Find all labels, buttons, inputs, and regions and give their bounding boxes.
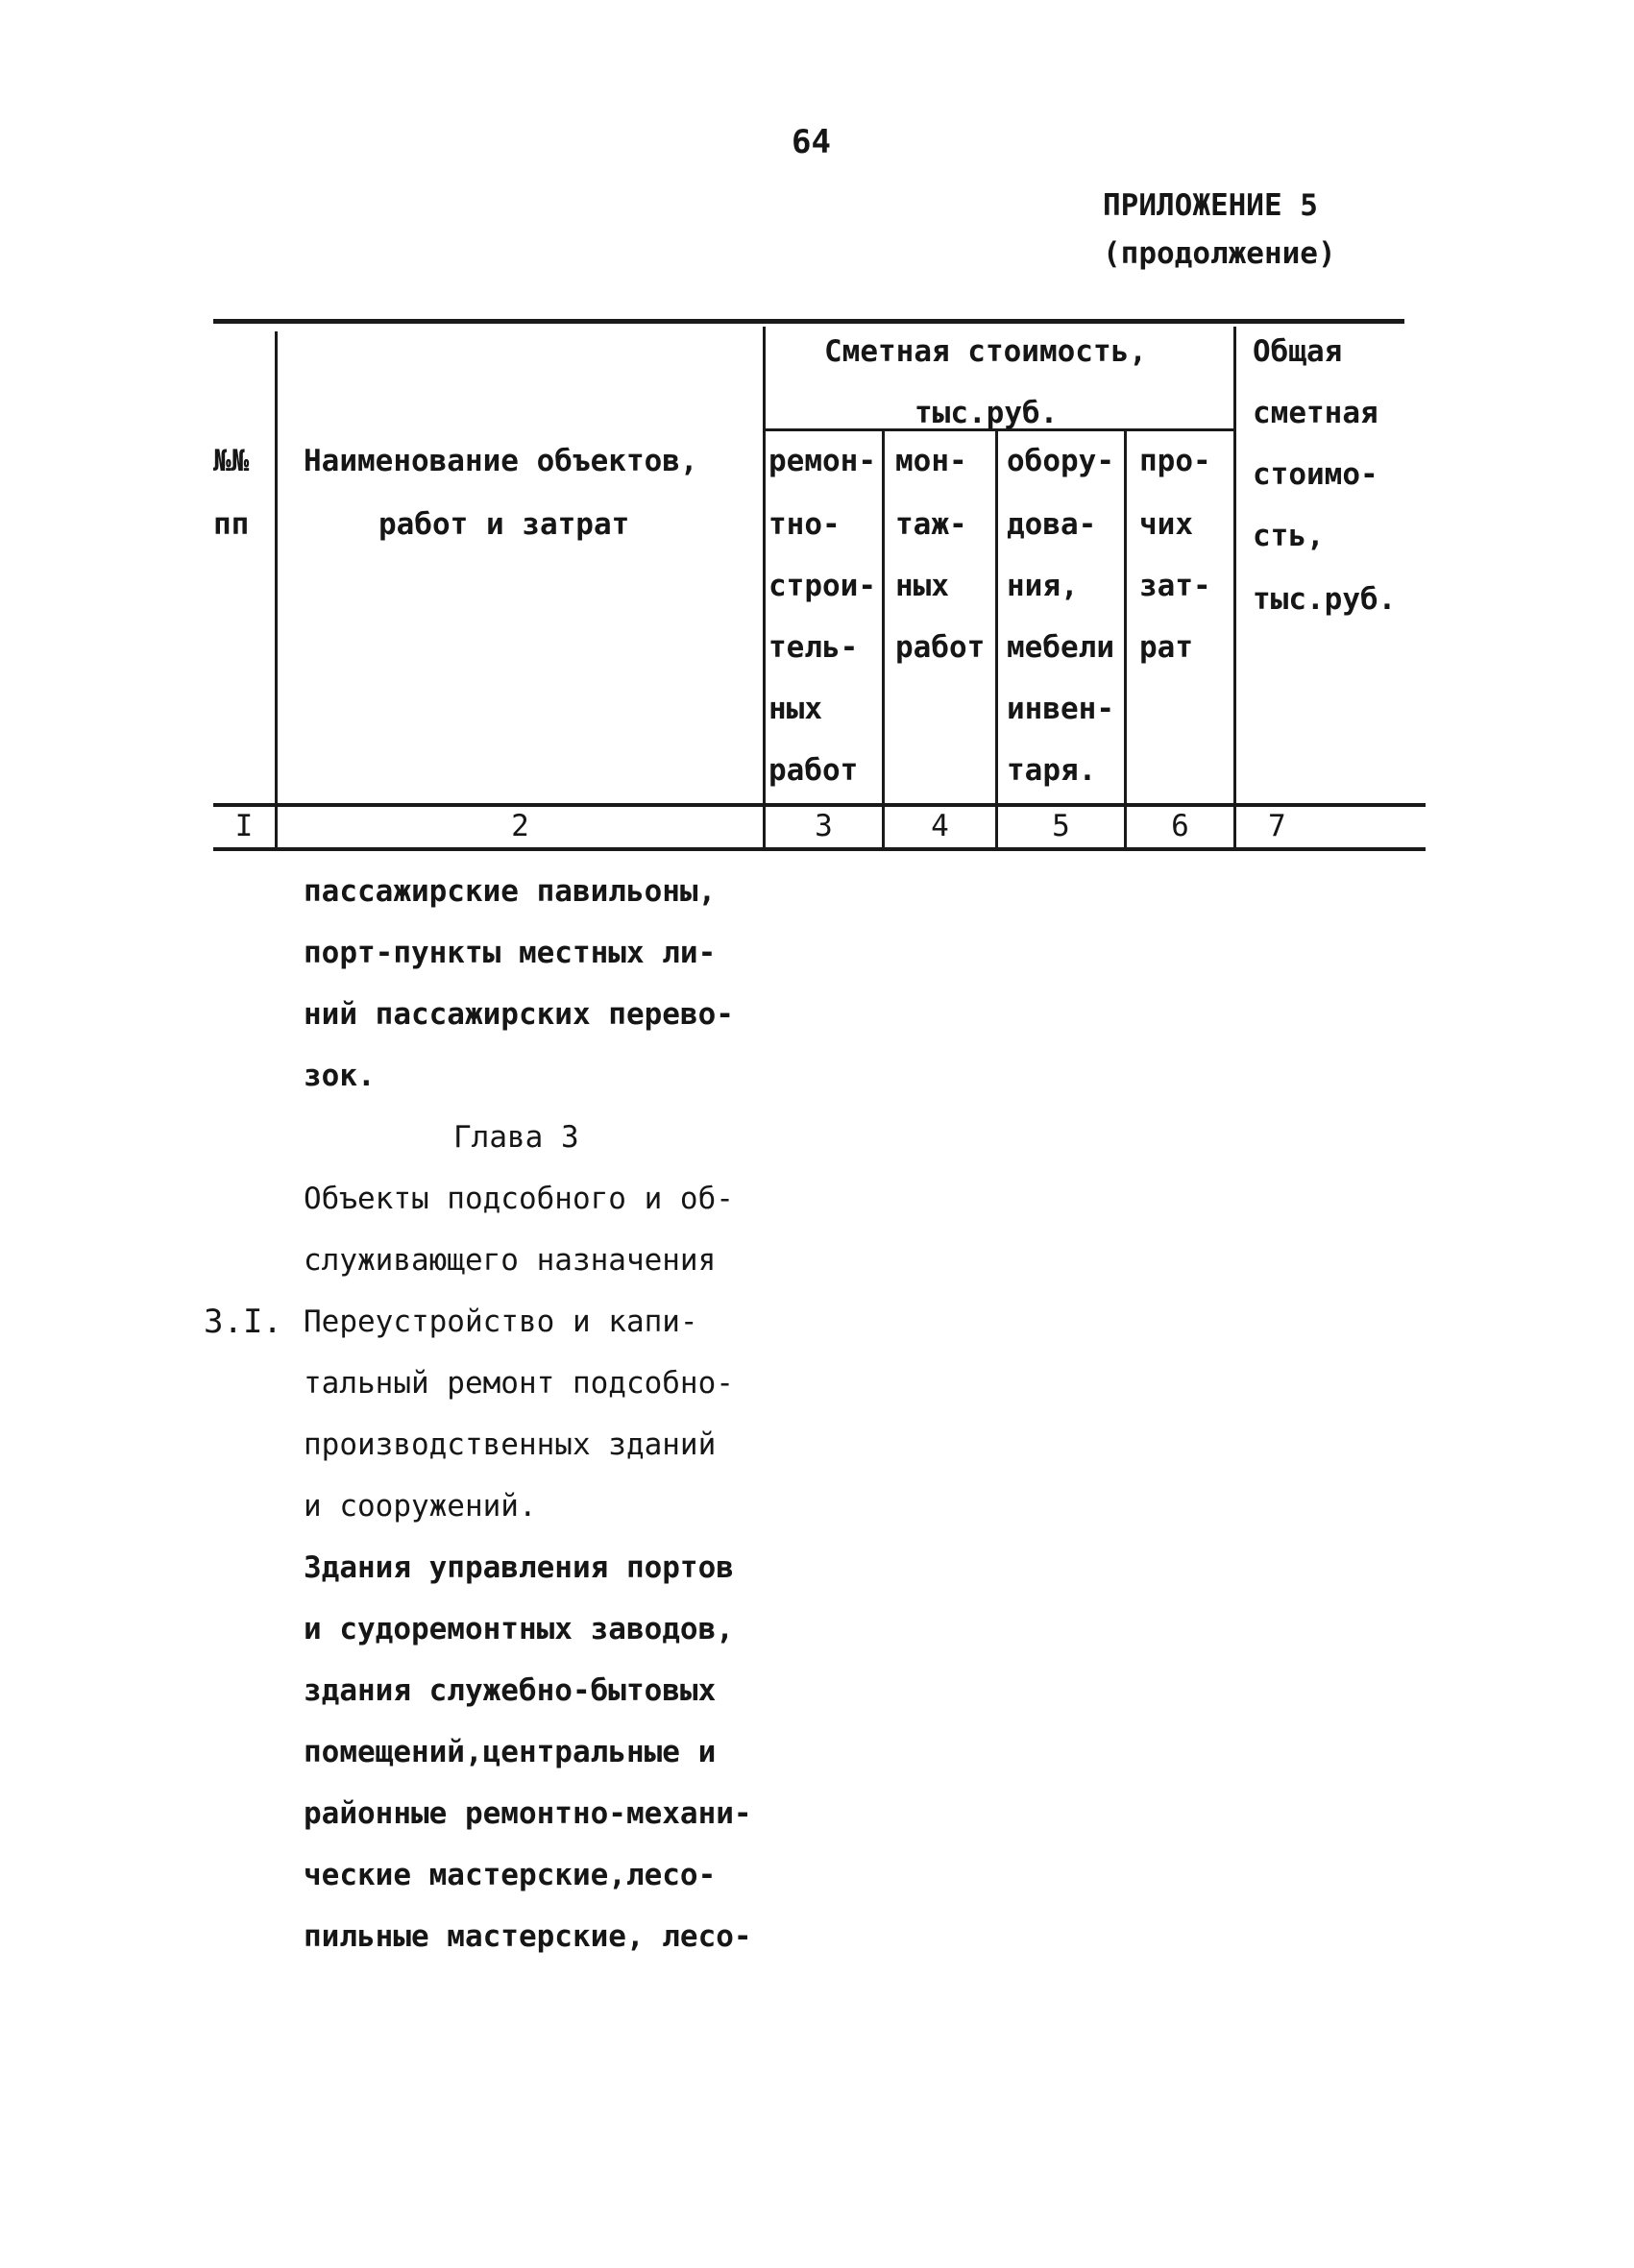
header-name-line2: работ и затрат bbox=[378, 507, 630, 542]
header-col7-line: стоимо- bbox=[1253, 457, 1378, 492]
detail-line: ческие мастерские,лесо- bbox=[304, 1858, 717, 1892]
header-bottom-rule bbox=[213, 803, 1426, 807]
header-col3-line: тно- bbox=[768, 507, 841, 542]
detail-line: здания служебно-бытовых bbox=[304, 1673, 717, 1708]
chapter-heading: Глава 3 bbox=[453, 1120, 579, 1155]
header-col3-line: работ bbox=[768, 753, 859, 788]
header-col3-line: тель- bbox=[768, 630, 859, 665]
header-name-line1: Наименование объектов, bbox=[304, 444, 698, 478]
header-col6-line: рат bbox=[1139, 630, 1193, 665]
col-divider-1 bbox=[275, 331, 278, 848]
header-col5-line: мебели bbox=[1007, 630, 1114, 665]
item-line: Переустройство и капи- bbox=[304, 1305, 698, 1339]
item-line: и сооружений. bbox=[304, 1489, 537, 1524]
detail-line: и судоремонтных заводов, bbox=[304, 1612, 734, 1646]
column-number: 6 bbox=[1171, 809, 1189, 843]
header-col5-line: дова- bbox=[1007, 507, 1097, 542]
chapter-title-line: служивающего назначения bbox=[304, 1243, 717, 1278]
detail-line: помещений,центральные и bbox=[304, 1735, 717, 1769]
header-col3-line: ремон- bbox=[768, 444, 876, 478]
header-col5-line: ния, bbox=[1007, 569, 1079, 603]
header-col5-line: инвен- bbox=[1007, 692, 1114, 726]
col-divider-4 bbox=[995, 431, 998, 848]
body-line: зок. bbox=[304, 1059, 376, 1093]
header-col4-line: работ bbox=[895, 630, 986, 665]
chapter-title-line: Объекты подсобного и об- bbox=[304, 1182, 734, 1216]
header-col3-line: ных bbox=[768, 692, 822, 726]
header-col6-line: про- bbox=[1139, 444, 1211, 478]
col-divider-3 bbox=[882, 431, 885, 848]
header-col4-line: ных bbox=[895, 569, 949, 603]
group-header-line2: тыс.руб. bbox=[915, 396, 1059, 430]
column-number: 4 bbox=[931, 809, 949, 843]
header-col5-line: таря. bbox=[1007, 753, 1097, 788]
appendix-subtitle: (продолжение) bbox=[1103, 236, 1336, 271]
item-line: производственных зданий bbox=[304, 1427, 717, 1462]
group-header-line1: Сметная стоимость, bbox=[824, 334, 1147, 369]
column-number: 3 bbox=[815, 809, 833, 843]
header-col4-line: мон- bbox=[895, 444, 967, 478]
header-col6-line: зат- bbox=[1139, 569, 1211, 603]
col-divider-6 bbox=[1233, 327, 1236, 848]
item-number: 3.I. bbox=[204, 1303, 282, 1341]
header-col5-line: обору- bbox=[1007, 444, 1114, 478]
header-col7-line: сметная bbox=[1253, 396, 1378, 430]
column-number: 7 bbox=[1268, 809, 1286, 843]
item-line: тальный ремонт подсобно- bbox=[304, 1366, 734, 1401]
column-number: I bbox=[234, 809, 254, 843]
appendix-title: ПРИЛОЖЕНИЕ 5 bbox=[1103, 188, 1318, 223]
body-line: ний пассажирских перево- bbox=[304, 997, 734, 1032]
header-col7-line: Общая bbox=[1253, 334, 1343, 369]
header-col7-line: тыс.руб. bbox=[1253, 582, 1397, 617]
header-col3-line: строи- bbox=[768, 569, 876, 603]
detail-line: пильные мастерские, лесо- bbox=[304, 1919, 752, 1954]
header-col6-line: чих bbox=[1139, 507, 1193, 542]
header-num-line1: №№ bbox=[213, 444, 250, 478]
column-number: 2 bbox=[511, 809, 529, 843]
col-divider-2 bbox=[763, 327, 766, 848]
table-top-rule bbox=[213, 319, 1404, 324]
detail-line: районные ремонтно-механи- bbox=[304, 1796, 752, 1831]
numbers-bottom-rule bbox=[213, 847, 1426, 851]
header-col4-line: таж- bbox=[895, 507, 967, 542]
page-number: 64 bbox=[792, 123, 831, 161]
body-line: порт-пункты местных ли- bbox=[304, 936, 717, 970]
header-num-line2: пп bbox=[213, 507, 250, 542]
header-col7-line: сть, bbox=[1253, 519, 1325, 553]
column-number: 5 bbox=[1052, 809, 1070, 843]
detail-line: Здания управления портов bbox=[304, 1550, 734, 1585]
col-divider-5 bbox=[1124, 431, 1127, 848]
body-line: пассажирские павильоны, bbox=[304, 874, 717, 909]
